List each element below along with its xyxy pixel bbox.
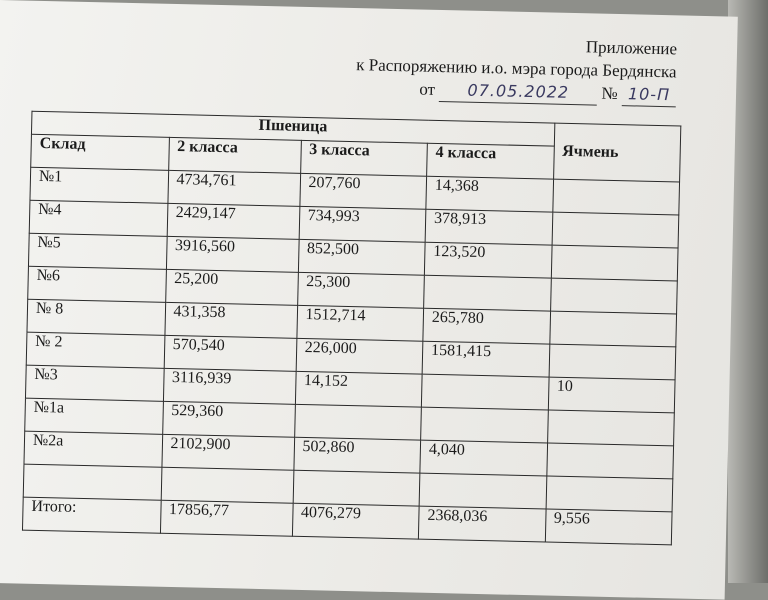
- handwritten-date: 07.05.2022: [439, 78, 598, 106]
- class3-cell: 1512,714: [296, 305, 423, 341]
- class4-cell: 14,368: [426, 176, 553, 212]
- class2-cell: 3116,939: [163, 368, 296, 404]
- total-class3: 4076,279: [292, 503, 419, 539]
- class4-cell: 123,520: [424, 242, 551, 278]
- class2-cell: 529,360: [162, 401, 295, 437]
- class4-cell: [421, 374, 548, 410]
- class4-cell: 265,780: [423, 308, 550, 344]
- class2-column-header: 2 класса: [168, 137, 301, 173]
- warehouse-cell: №3: [25, 365, 163, 401]
- barley-cell: [549, 344, 676, 380]
- warehouse-cell: №2а: [24, 431, 162, 467]
- barley-cell: [549, 311, 676, 347]
- total-class4: 2368,036: [418, 506, 545, 542]
- warehouse-cell: №1а: [25, 398, 163, 434]
- total-class2: 17856,77: [160, 500, 293, 536]
- class2-cell: 570,540: [164, 335, 297, 371]
- header-appendix-title: Приложение: [585, 37, 678, 59]
- warehouse-cell: №6: [28, 266, 166, 302]
- header-decree-reference: к Распоряжению и.о. мэра города Бердянска: [356, 55, 677, 82]
- class2-cell: 3916,560: [166, 236, 299, 272]
- warehouse-cell: № 8: [27, 299, 165, 335]
- document-header: [276, 28, 677, 107]
- class4-column-header: 4 класса: [427, 143, 554, 179]
- barley-cell: [547, 410, 674, 446]
- class4-cell: [421, 407, 548, 443]
- class3-cell: 207,760: [299, 173, 426, 209]
- barley-cell: [546, 443, 673, 479]
- class3-cell: 852,500: [298, 239, 425, 275]
- class3-cell: 25,300: [297, 272, 424, 308]
- number-label: №: [601, 83, 619, 104]
- class3-cell: 14,152: [295, 371, 422, 407]
- class3-cell: [294, 404, 421, 440]
- handwritten-number: 10-П: [622, 82, 677, 107]
- total-barley: 9,556: [545, 509, 672, 545]
- warehouse-cell: № 2: [26, 332, 164, 368]
- class4-cell: 378,913: [425, 209, 552, 245]
- barley-cell: [550, 278, 677, 314]
- class2-cell: 431,358: [164, 302, 297, 338]
- barley-cell: [551, 245, 678, 281]
- header-date-number-line: [419, 78, 676, 108]
- warehouse-cell: №1: [30, 167, 168, 203]
- class2-cell: 2429,147: [167, 203, 300, 239]
- class2-cell: 2102,900: [161, 434, 294, 470]
- total-label: Итого:: [22, 497, 160, 533]
- class3-column-header: 3 класса: [300, 140, 427, 176]
- barley-cell: 10: [548, 377, 675, 413]
- class3-cell: 502,860: [293, 437, 420, 473]
- class2-cell: 25,200: [165, 269, 298, 305]
- from-label: от: [419, 79, 436, 99]
- barley-cell: [552, 179, 679, 215]
- class4-cell: [424, 275, 551, 311]
- class2-cell: 4734,761: [167, 170, 300, 206]
- class3-cell: 734,993: [299, 206, 426, 242]
- class3-cell: 226,000: [296, 338, 423, 374]
- barley-header: Ячмень: [553, 123, 681, 182]
- warehouse-cell: №4: [29, 200, 167, 236]
- barley-cell: [552, 212, 679, 248]
- grain-stock-table: [22, 111, 681, 546]
- wheat-group-header: Пшеница: [31, 111, 554, 146]
- class4-cell: 1581,415: [422, 341, 549, 377]
- warehouse-column-header: Склад: [31, 134, 169, 170]
- class4-cell: 4,040: [420, 440, 547, 476]
- warehouse-cell: №5: [28, 233, 166, 269]
